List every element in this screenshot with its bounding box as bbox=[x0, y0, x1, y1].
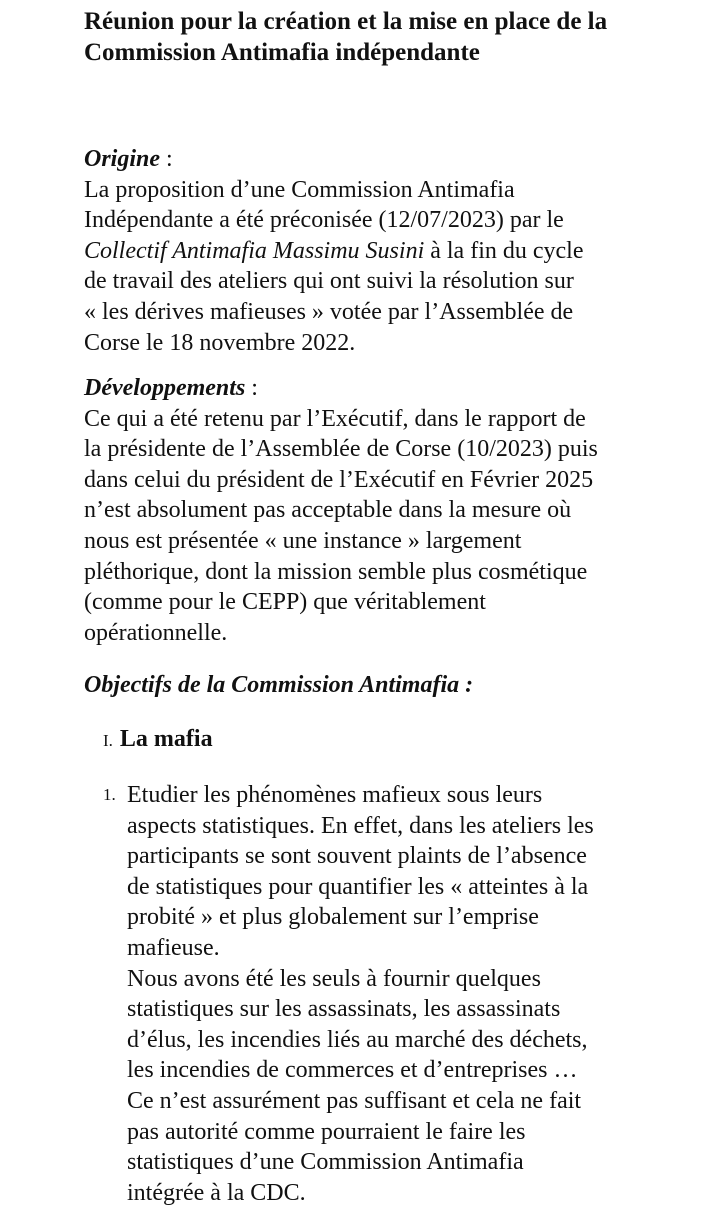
section-objectifs bbox=[84, 670, 694, 701]
paragraph-text: à la fin du cycle bbox=[424, 237, 584, 264]
item-line: statistiques d’une Commission Antimafia bbox=[127, 1149, 524, 1176]
title-line: Réunion pour la création et la mise en place de la bbox=[84, 8, 608, 35]
paragraph-line: Indépendante a été préconisée (12/07/2023) par le bbox=[84, 207, 564, 234]
item-line: d’élus, les incendies liés au marché des déchets, bbox=[127, 1026, 588, 1053]
item-line: aspects statistiques. En effet, dans les ateliers les bbox=[127, 812, 594, 839]
heading-developpements: Développements bbox=[84, 375, 246, 401]
item-line: probité » et plus globalement sur l’emprise bbox=[127, 904, 539, 931]
item-line: intégrée à la CDC. bbox=[127, 1179, 306, 1206]
section-heading bbox=[84, 144, 694, 175]
numbered-item bbox=[103, 780, 703, 1208]
item-line: Etudier les phénomènes mafieux sous leurs bbox=[127, 782, 543, 808]
item-line: les incendies de commerces et d’entreprises … bbox=[127, 1057, 578, 1084]
item-line: participants se sont souvent plaints de l’absence bbox=[127, 843, 587, 870]
item-line: statistiques sur les assassinats, les assassinats bbox=[127, 996, 561, 1023]
collectif-name: Collectif Antimafia Massimu Susini bbox=[84, 237, 425, 264]
heading-origine: Origine bbox=[84, 146, 161, 172]
section-developpements bbox=[84, 373, 694, 648]
item-line: pas autorité comme pourraient le faire les bbox=[127, 1118, 526, 1145]
paragraph-line: (comme pour le CEPP) que véritablement bbox=[84, 589, 486, 616]
heading-colon: : bbox=[245, 375, 258, 401]
paragraph-line: « les dérives mafieuses » votée par l’Assemblée de bbox=[84, 298, 574, 325]
section-origine bbox=[84, 144, 694, 358]
section-label: La mafia bbox=[119, 726, 213, 752]
paragraph-line bbox=[84, 236, 694, 267]
document-title bbox=[84, 6, 684, 68]
paragraph-line: Ce qui a été retenu par l’Exécutif, dans le rapport de bbox=[84, 405, 586, 432]
paragraph-line: nous est présentée « une instance » largement bbox=[84, 527, 522, 554]
section-heading bbox=[84, 373, 694, 404]
paragraph-line: n’est absolument pas acceptable dans la mesure où bbox=[84, 497, 572, 524]
item-line: Ce n’est assurément pas suffisant et cela ne fait bbox=[127, 1087, 582, 1114]
item-line: de statistiques pour quantifier les « atteintes à la bbox=[127, 873, 589, 900]
heading-objectifs: Objectifs de la Commission Antimafia : bbox=[84, 672, 474, 698]
paragraph-line: pléthorique, dont la mission semble plus cosmétique bbox=[84, 558, 588, 585]
roman-numeral: I. bbox=[103, 731, 113, 750]
heading-colon: : bbox=[160, 146, 173, 172]
title-line: Commission Antimafia indépendante bbox=[84, 39, 480, 66]
paragraph-line: dans celui du président de l’Exécutif en Février 2025 bbox=[84, 466, 594, 493]
item-line: Nous avons été les seuls à fournir quelques bbox=[127, 965, 541, 992]
paragraph-line: la présidente de l’Assemblée de Corse (10/2023) puis bbox=[84, 436, 598, 463]
item-number: 1. bbox=[103, 785, 116, 804]
paragraph-line: Corse le 18 novembre 2022. bbox=[84, 329, 356, 356]
roman-section-heading bbox=[103, 724, 213, 756]
paragraph-line: La proposition d’une Commission Antimafia bbox=[84, 176, 515, 203]
item-line: mafieuse. bbox=[127, 934, 220, 961]
item-body bbox=[127, 780, 703, 1208]
paragraph-line: de travail des ateliers qui ont suivi la résolution sur bbox=[84, 268, 574, 295]
paragraph-line: opérationnelle. bbox=[84, 619, 228, 646]
